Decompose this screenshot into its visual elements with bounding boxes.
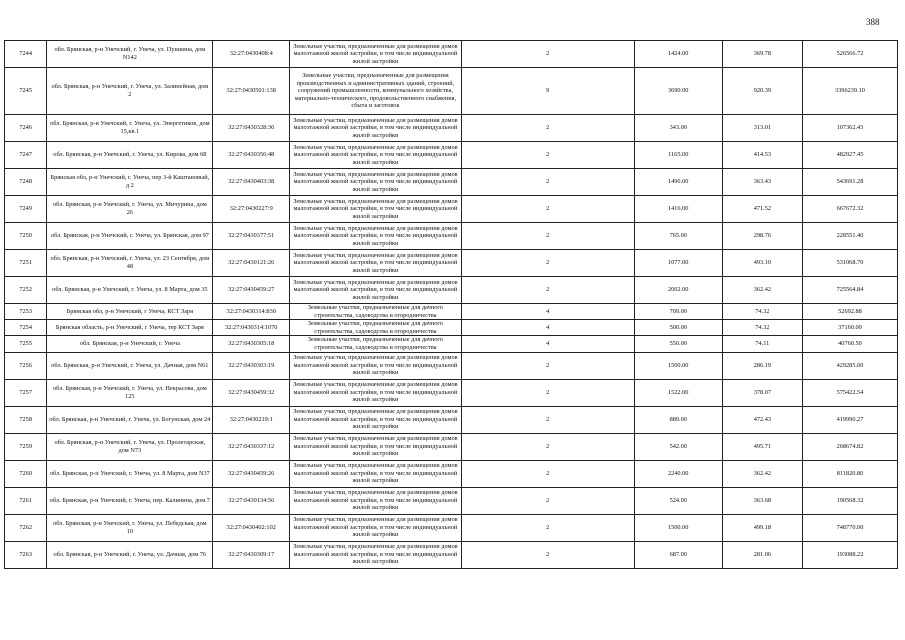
land-registry-table <box>4 40 898 569</box>
cadastral-number-cell: 32:27:0430337:12 <box>213 433 290 460</box>
area-cell: 2240.00 <box>634 460 722 487</box>
cadastral-value-cell: 531068.70 <box>802 250 897 277</box>
cadastral-value-cell: 268674.82 <box>802 433 897 460</box>
permitted-use-cell: Земельные участки, предназначенные для размещения домов малоэтажной жилой застройки, в том числе индивидуальной жилой застройки <box>290 250 462 277</box>
cadastral-value-cell: 811820.80 <box>802 460 897 487</box>
category-cell: 9 <box>461 68 634 115</box>
parcel-id-cell: 7261 <box>5 487 47 514</box>
category-cell: 2 <box>461 223 634 250</box>
cadastral-number-cell: 32:27:0430121:26 <box>213 250 290 277</box>
specific-value-cell: 313.01 <box>722 115 802 142</box>
cadastral-number-cell: 32:27:0430303:19 <box>213 352 290 379</box>
cadastral-number-cell: 32:27:0430314:830 <box>213 304 290 320</box>
parcel-id-cell: 7252 <box>5 277 47 304</box>
address-cell: обл. Брянская, р-н Унечский, г. Унеча, ул. Пролетарская, дом N73 <box>47 433 213 460</box>
category-cell: 4 <box>461 320 634 336</box>
specific-value-cell: 920.39 <box>722 68 802 115</box>
category-cell: 2 <box>461 277 634 304</box>
category-cell: 2 <box>461 406 634 433</box>
permitted-use-cell: Земельные участки, предназначенные для размещения домов малоэтажной жилой застройки, в том числе индивидуальной жилой застройки <box>290 196 462 223</box>
table-row <box>5 68 898 115</box>
address-cell: обл. Брянская, р-н Унечский, г. Унеча, ул. Дачная, дом N61 <box>47 352 213 379</box>
area-cell: 550.00 <box>634 336 722 352</box>
table-row <box>5 277 898 304</box>
cadastral-number-cell: 32:27:0430459:27 <box>213 277 290 304</box>
permitted-use-cell: Земельные участки, предназначенные для размещения домов малоэтажной жилой застройки, в том числе индивидуальной жилой застройки <box>290 169 462 196</box>
category-cell: 2 <box>461 541 634 568</box>
permitted-use-cell: Земельные участки, предназначенные для размещения домов малоэтажной жилой застройки, в том числе индивидуальной жилой застройки <box>290 277 462 304</box>
area-cell: 709.00 <box>634 304 722 320</box>
cadastral-value-cell: 193088.22 <box>802 541 897 568</box>
cadastral-number-cell: 32:27:0430403:38 <box>213 169 290 196</box>
table-body <box>5 41 898 569</box>
table-row <box>5 169 898 196</box>
table-row <box>5 142 898 169</box>
address-cell: обл. Брянская, р-н Унечский, г. Унеча, ул. 23 Сентября, дом 48 <box>47 250 213 277</box>
parcel-id-cell: 7253 <box>5 304 47 320</box>
address-cell: обл. Брянская, р-н Унечский, г. Унеча, ул. 8 Марта, дом N37 <box>47 460 213 487</box>
parcel-id-cell: 7255 <box>5 336 47 352</box>
cadastral-number-cell: 32:27:0430501:138 <box>213 68 290 115</box>
table-row <box>5 406 898 433</box>
address-cell: обл. Брянская, р-н Унечский, г. Унеча, ул. 8 Марта, дом 35 <box>47 277 213 304</box>
specific-value-cell: 286.19 <box>722 352 802 379</box>
table-row <box>5 196 898 223</box>
area-cell: 1077.00 <box>634 250 722 277</box>
cadastral-number-cell: 32:27:0430402:102 <box>213 514 290 541</box>
permitted-use-cell: Земельные участки, предназначенные для размещения домов малоэтажной жилой застройки, в том числе индивидуальной жилой застройки <box>290 487 462 514</box>
area-cell: 1496.00 <box>634 169 722 196</box>
cadastral-value-cell: 575422.54 <box>802 379 897 406</box>
specific-value-cell: 363.68 <box>722 487 802 514</box>
permitted-use-cell: Земельные участки, предназначенные для дачного строительства, садоводства и огородничества <box>290 320 462 336</box>
cadastral-number-cell: 32:27:0430328:36 <box>213 115 290 142</box>
cadastral-number-cell: 32:27:0430356:48 <box>213 142 290 169</box>
address-cell: Брянская обл, р-н Унечский, г Унеча, КСТ Заря <box>47 304 213 320</box>
table-row <box>5 336 898 352</box>
cadastral-value-cell: 482927.45 <box>802 142 897 169</box>
specific-value-cell: 499.18 <box>722 514 802 541</box>
cadastral-value-cell: 748770.00 <box>802 514 897 541</box>
permitted-use-cell: Земельные участки, предназначенные для дачного строительства, садоводства и огородничества <box>290 336 462 352</box>
parcel-id-cell: 7251 <box>5 250 47 277</box>
cadastral-value-cell: 429285.00 <box>802 352 897 379</box>
specific-value-cell: 495.71 <box>722 433 802 460</box>
area-cell: 542.00 <box>634 433 722 460</box>
area-cell: 1500.00 <box>634 514 722 541</box>
specific-value-cell: 369.78 <box>722 41 802 68</box>
category-cell: 2 <box>461 352 634 379</box>
address-cell: обл. Брянская, р-н Унечский, г. Унеча, ул. Некрасова, дом 125 <box>47 379 213 406</box>
address-cell: обл. Брянская, р-н Унечский, г. Унеча, ул. Энергетиков, дом 15,кв.1 <box>47 115 213 142</box>
address-cell: обл. Брянская, р-н Унечский, г. Унеча, ул. Залинейная, дом 2 <box>47 68 213 115</box>
specific-value-cell: 378.07 <box>722 379 802 406</box>
category-cell: 2 <box>461 514 634 541</box>
table-row <box>5 352 898 379</box>
cadastral-number-cell: 32:27:0430305:18 <box>213 336 290 352</box>
category-cell: 2 <box>461 460 634 487</box>
specific-value-cell: 298.76 <box>722 223 802 250</box>
address-cell: обл. Брянская, р-н Унечский, г. Унеча, пер. Калинина, дом 7 <box>47 487 213 514</box>
specific-value-cell: 281.06 <box>722 541 802 568</box>
cadastral-value-cell: 37160.00 <box>802 320 897 336</box>
cadastral-number-cell: 32:27:0430134:56 <box>213 487 290 514</box>
cadastral-value-cell: 543691.28 <box>802 169 897 196</box>
permitted-use-cell: Земельные участки, предназначенные для размещения домов малоэтажной жилой застройки, в том числе индивидуальной жилой застройки <box>290 541 462 568</box>
cadastral-number-cell: 32:27:0430227:9 <box>213 196 290 223</box>
permitted-use-cell: Земельные участки, предназначенные для размещения домов малоэтажной жилой застройки, в том числе индивидуальной жилой застройки <box>290 352 462 379</box>
address-cell: обл. Брянская, р-н Унечский, г. Унеча, ул. Брянская, дом 97 <box>47 223 213 250</box>
permitted-use-cell: Земельные участки, предназначенные для размещения домов малоэтажной жилой застройки, в том числе индивидуальной жилой застройки <box>290 41 462 68</box>
cadastral-value-cell: 228551.40 <box>802 223 897 250</box>
permitted-use-cell: Земельные участки, предназначенные для размещения производственных и административных зданий, строений, сооружений промышленности, коммунального хозяйства, материально-технического, продовольственного снабжения, сбыта и заготовок <box>290 68 462 115</box>
permitted-use-cell: Земельные участки, предназначенные для размещения домов малоэтажной жилой застройки, в том числе индивидуальной жилой застройки <box>290 223 462 250</box>
address-cell: обл. Брянская, р-н Унечский, г. Унеча, ул. Пебедская, дом 10 <box>47 514 213 541</box>
address-cell: обл. Брянская, р-н Унечский, г. Унеча <box>47 336 213 352</box>
table-row <box>5 541 898 568</box>
parcel-id-cell: 7250 <box>5 223 47 250</box>
parcel-id-cell: 7260 <box>5 460 47 487</box>
cadastral-value-cell: 40760.50 <box>802 336 897 352</box>
parcel-id-cell: 7247 <box>5 142 47 169</box>
category-cell: 4 <box>461 336 634 352</box>
table-row <box>5 487 898 514</box>
cadastral-number-cell: 32:27:0430377:51 <box>213 223 290 250</box>
area-cell: 765.00 <box>634 223 722 250</box>
specific-value-cell: 74.11 <box>722 336 802 352</box>
permitted-use-cell: Земельные участки, предназначенные для размещения домов малоэтажной жилой застройки, в том числе индивидуальной жилой застройки <box>290 115 462 142</box>
area-cell: 1424.00 <box>634 41 722 68</box>
table-row <box>5 41 898 68</box>
parcel-id-cell: 7256 <box>5 352 47 379</box>
area-cell: 2002.00 <box>634 277 722 304</box>
permitted-use-cell: Земельные участки, предназначенные для размещения домов малоэтажной жилой застройки, в том числе индивидуальной жилой застройки <box>290 514 462 541</box>
cadastral-value-cell: 3396239.10 <box>802 68 897 115</box>
category-cell: 2 <box>461 250 634 277</box>
specific-value-cell: 472.43 <box>722 406 802 433</box>
specific-value-cell: 471.52 <box>722 196 802 223</box>
cadastral-number-cell: 32:27:0430314:1070 <box>213 320 290 336</box>
area-cell: 1500.00 <box>634 352 722 379</box>
cadastral-value-cell: 107362.43 <box>802 115 897 142</box>
table-row <box>5 433 898 460</box>
address-cell: Брянская область, р-н Унечский, г Унеча, тер КСТ Заря <box>47 320 213 336</box>
permitted-use-cell: Земельные участки, предназначенные для размещения домов малоэтажной жилой застройки, в том числе индивидуальной жилой застройки <box>290 406 462 433</box>
table-row <box>5 304 898 320</box>
permitted-use-cell: Земельные участки, предназначенные для размещения домов малоэтажной жилой застройки, в том числе индивидуальной жилой застройки <box>290 379 462 406</box>
address-cell: обл. Брянская, р-н Унечский, г. Унеча, ул. Пушкина, дом N142 <box>47 41 213 68</box>
cadastral-value-cell: 526566.72 <box>802 41 897 68</box>
specific-value-cell: 493.10 <box>722 250 802 277</box>
cadastral-value-cell: 667672.32 <box>802 196 897 223</box>
permitted-use-cell: Земельные участки, предназначенные для размещения домов малоэтажной жилой застройки, в том числе индивидуальной жилой застройки <box>290 460 462 487</box>
cadastral-number-cell: 32:27:0430219:1 <box>213 406 290 433</box>
category-cell: 2 <box>461 433 634 460</box>
parcel-id-cell: 7254 <box>5 320 47 336</box>
area-cell: 889.00 <box>634 406 722 433</box>
parcel-id-cell: 7263 <box>5 541 47 568</box>
parcel-id-cell: 7257 <box>5 379 47 406</box>
area-cell: 1165.00 <box>634 142 722 169</box>
category-cell: 4 <box>461 304 634 320</box>
area-cell: 343.00 <box>634 115 722 142</box>
area-cell: 3690.00 <box>634 68 722 115</box>
table-row <box>5 250 898 277</box>
table-row <box>5 115 898 142</box>
permitted-use-cell: Земельные участки, предназначенные для размещения домов малоэтажной жилой застройки, в том числе индивидуальной жилой застройки <box>290 433 462 460</box>
table-row <box>5 379 898 406</box>
area-cell: 687.00 <box>634 541 722 568</box>
cadastral-value-cell: 419990.27 <box>802 406 897 433</box>
parcel-id-cell: 7259 <box>5 433 47 460</box>
specific-value-cell: 74.32 <box>722 320 802 336</box>
area-cell: 1522.00 <box>634 379 722 406</box>
permitted-use-cell: Земельные участки, предназначенные для дачного строительства, садоводства и огородничества <box>290 304 462 320</box>
address-cell: обл. Брянская, р-н Унечский, г. Унеча, ул. Кирова, дом 68 <box>47 142 213 169</box>
table-row <box>5 460 898 487</box>
category-cell: 2 <box>461 379 634 406</box>
address-cell: обл. Брянская, р-н Унечский, г. Унеча, ул. Богунская, дом 24 <box>47 406 213 433</box>
cadastral-number-cell: 32:27:0430459:32 <box>213 379 290 406</box>
category-cell: 2 <box>461 41 634 68</box>
cadastral-value-cell: 190568.32 <box>802 487 897 514</box>
address-cell: Брянская обл, р-н Унечский, г. Унеча, пер 3-й Каштановый, д 2 <box>47 169 213 196</box>
specific-value-cell: 363.43 <box>722 169 802 196</box>
category-cell: 2 <box>461 196 634 223</box>
parcel-id-cell: 7258 <box>5 406 47 433</box>
parcel-id-cell: 7249 <box>5 196 47 223</box>
area-cell: 524.00 <box>634 487 722 514</box>
parcel-id-cell: 7248 <box>5 169 47 196</box>
cadastral-value-cell: 725564.84 <box>802 277 897 304</box>
address-cell: обл. Брянская, р-н Унечский, г. Унеча, ул. Дачная, дом 76 <box>47 541 213 568</box>
area-cell: 500.00 <box>634 320 722 336</box>
page-number: 388 <box>866 17 880 27</box>
table-row <box>5 223 898 250</box>
cadastral-number-cell: 32:27:0430408:4 <box>213 41 290 68</box>
parcel-id-cell: 7245 <box>5 68 47 115</box>
specific-value-cell: 74.32 <box>722 304 802 320</box>
specific-value-cell: 362.42 <box>722 277 802 304</box>
category-cell: 2 <box>461 142 634 169</box>
cadastral-value-cell: 52692.88 <box>802 304 897 320</box>
table-row <box>5 320 898 336</box>
area-cell: 1416.00 <box>634 196 722 223</box>
table-row <box>5 514 898 541</box>
permitted-use-cell: Земельные участки, предназначенные для размещения домов малоэтажной жилой застройки, в том числе индивидуальной жилой застройки <box>290 142 462 169</box>
specific-value-cell: 362.42 <box>722 460 802 487</box>
parcel-id-cell: 7244 <box>5 41 47 68</box>
cadastral-number-cell: 32:27:0430309:17 <box>213 541 290 568</box>
address-cell: обл. Брянская, р-н Унечский, г. Унеча, ул. Мичурина, дом 26 <box>47 196 213 223</box>
category-cell: 2 <box>461 487 634 514</box>
parcel-id-cell: 7246 <box>5 115 47 142</box>
parcel-id-cell: 7262 <box>5 514 47 541</box>
specific-value-cell: 414.53 <box>722 142 802 169</box>
cadastral-number-cell: 32:27:0430459:26 <box>213 460 290 487</box>
category-cell: 2 <box>461 169 634 196</box>
category-cell: 2 <box>461 115 634 142</box>
